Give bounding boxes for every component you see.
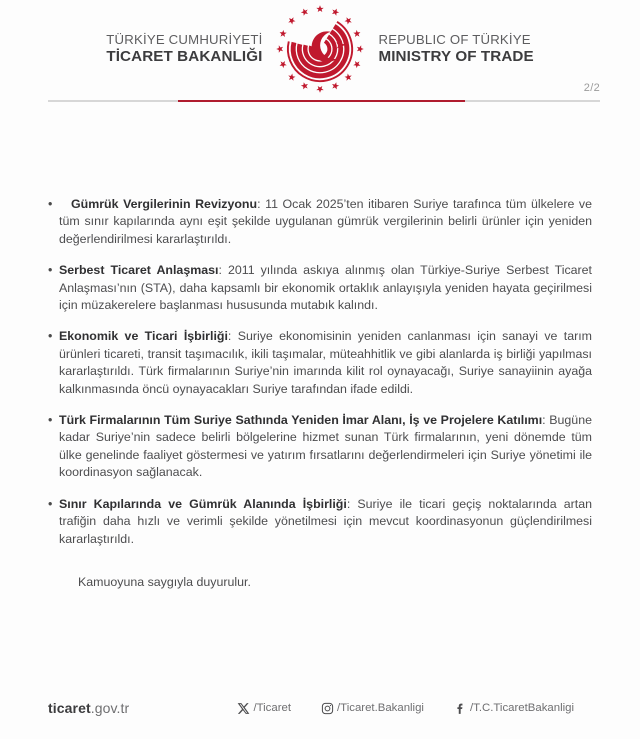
bullet-body-text: Bugüne kadar Suriye’nin sadece belirli bölgelerine hizmet sunan Türk firmalarının, yeni dönemde tüm ülke genelinde faaliyet göstermesi ve yatırım fırsatlarını değerlendirmeleri için Suriye yönetimi ile koordinasyon sağlanacak. bbox=[59, 413, 592, 480]
website-url-suffix: .gov.tr bbox=[90, 700, 130, 716]
header-divider bbox=[48, 100, 600, 102]
bullet-body-text: 2011 yılında askıya alınmış olan Türkiye-Suriye Serbest Ticaret Anlaşması’nın (STA), daha kapsamlı bir ekonomik ortaklık anlayışıyla yeniden hayata geçirilmesi için müzakerelere başlanması hususunda mutabık kalındı. bbox=[59, 263, 593, 313]
list-item bbox=[48, 196, 592, 248]
divider-accent-bar bbox=[178, 100, 465, 102]
bullet-paragraph bbox=[59, 496, 592, 548]
bullet-marker: • bbox=[48, 496, 53, 511]
ministry-label-english: MINISTRY OF TRADE bbox=[378, 47, 534, 65]
bullet-body-text: 11 Ocak 2025’ten itibaren Suriye tarafınca tüm ülkelere ve tüm sınır kapılarında aynı eşit şekilde uygulanan gümrük vergilerinin belirli ürünler için yeniden değerlendirilmesi kararlaştırıldı. bbox=[59, 197, 592, 246]
bullet-marker: • bbox=[48, 329, 53, 344]
bullet-paragraph bbox=[59, 196, 592, 248]
bullet-separator: : bbox=[257, 197, 266, 211]
bullet-separator: : bbox=[227, 329, 238, 344]
bullet-heading: Türk Firmalarının Tüm Suriye Sathında Yeniden İmar Alanı, İş ve Projelere Katılımı bbox=[59, 413, 543, 428]
social-links bbox=[237, 702, 574, 715]
bullet-heading: Serbest Ticaret Anlaşması bbox=[59, 263, 219, 278]
page-number: 2/2 bbox=[583, 82, 600, 94]
bullet-marker: • bbox=[48, 197, 53, 211]
website-url[interactable] bbox=[48, 700, 129, 716]
social-link-facebook[interactable] bbox=[454, 702, 574, 715]
closing-statement: Kamuoyuna saygıyla duyurulur. bbox=[78, 574, 251, 589]
facebook-icon bbox=[454, 702, 467, 715]
document-body bbox=[48, 196, 592, 591]
social-handle-facebook: /T.C.TicaretBakanligi bbox=[469, 702, 574, 714]
list-item bbox=[48, 412, 592, 482]
bullet-paragraph bbox=[59, 412, 592, 482]
ministry-name-english bbox=[378, 32, 533, 66]
x-twitter-icon bbox=[237, 702, 250, 715]
turkish-ministry-of-trade-emblem bbox=[276, 5, 364, 93]
bullet-heading: Ekonomik ve Ticari İşbirliği bbox=[59, 329, 228, 344]
bullet-separator: : bbox=[542, 413, 550, 428]
list-item bbox=[48, 262, 592, 314]
list-item bbox=[48, 496, 592, 548]
bullet-body-text: Suriye ekonomisinin yeniden canlanması için sanayi ve tarım ürünleri ticareti, transit taşımacılık, ikili taşımalar, müteahhitlik ve gibi alanlarda iş birliği yapılması kararlaştırıldı. Türk firmalarının Suriye’nin imarında kilit rol oynayacağı, Suriye sanayiinin ayağa kalkınmasında öncü oynayacakları Suriye tarafından ifade edildi. bbox=[59, 329, 592, 396]
bullet-marker: • bbox=[48, 413, 53, 428]
instagram-icon bbox=[321, 702, 334, 715]
republic-label-turkish: TÜRKİYE CUMHURİYETİ bbox=[106, 32, 263, 48]
list-item bbox=[48, 328, 592, 398]
bullet-body-text: Suriye ile ticari geçiş noktalarında artan trafiğin daha hızlı ve verimli şekilde yönetilmesi için mevcut koordinasyonun güçlendirilmesi kararlaştırıldı. bbox=[59, 496, 592, 546]
bullet-separator: : bbox=[346, 496, 358, 511]
bullet-marker: • bbox=[48, 263, 53, 278]
ministry-label-turkish: TİCARET BAKANLIĞI bbox=[106, 47, 263, 65]
bullet-separator: : bbox=[218, 263, 228, 278]
social-handle-x: /Ticaret bbox=[253, 702, 292, 714]
bullet-paragraph bbox=[59, 262, 592, 314]
republic-label-english: REPUBLIC OF TÜRKİYE bbox=[378, 32, 531, 48]
website-url-bold: ticaret bbox=[48, 700, 91, 716]
bullet-heading: Sınır Kapılarında ve Gümrük Alanında İşbirliği bbox=[59, 496, 347, 511]
header-inner bbox=[106, 5, 533, 93]
social-handle-instagram: /Ticaret.Bakanligi bbox=[337, 702, 424, 714]
social-link-x[interactable] bbox=[237, 702, 291, 715]
bullet-heading: Gümrük Vergilerinin Revizyonu bbox=[71, 197, 258, 211]
social-link-instagram[interactable] bbox=[321, 702, 424, 715]
document-header bbox=[0, 0, 640, 92]
bullet-paragraph bbox=[59, 328, 592, 398]
document-footer bbox=[0, 683, 640, 739]
ministry-name-turkish bbox=[106, 32, 262, 66]
